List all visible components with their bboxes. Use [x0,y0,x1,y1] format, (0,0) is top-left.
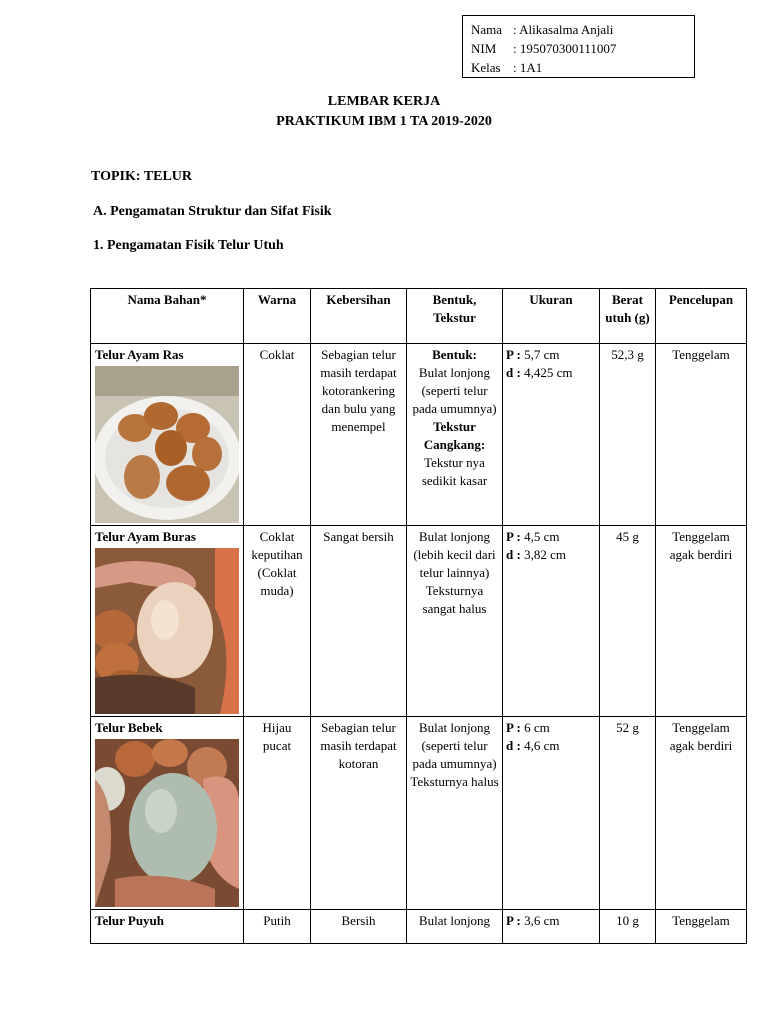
size-p-value: 6 cm [520,720,550,735]
class-label: Kelas [471,60,501,75]
size-p-value: 3,6 cm [520,913,560,928]
table-row [91,717,747,910]
native-chicken-egg-photo [95,548,239,714]
name-value: : Alikasalma Anjali [513,22,614,37]
name-label: Nama [471,22,503,37]
nim-label: NIM [471,41,497,56]
cell-color: Putih [244,910,311,944]
cell-dip: Tenggelam agak berdiri [656,717,747,910]
size-d-label: d : [506,547,521,562]
cell-name [91,344,244,526]
egg-name: Telur Puyuh [95,913,165,928]
section-1-heading: 1. Pengamatan Fisik Telur Utuh [93,238,284,253]
cell-weight: 52 g [600,717,656,910]
size-d-label: d : [506,738,521,753]
cell-color: Coklat [244,344,311,526]
section-a-heading: A. Pengamatan Struktur dan Sifat Fisik [93,204,332,219]
cell-weight: 10 g [600,910,656,944]
size-p-label: P : [506,720,521,735]
header-nama-bahan: Nama Bahan* [91,289,244,344]
header-berat: Berat utuh (g) [600,289,656,344]
cell-dip: Tenggelam [656,344,747,526]
shape-text: Bulat lonjong (seperti telur pada umumnya) [412,365,497,416]
texture-label: Tekstur Cangkang: [423,419,486,452]
table-row [91,344,747,526]
egg-name: Telur Ayam Ras [95,347,184,362]
cell-color: Hijau pucat [244,717,311,910]
egg-name: Telur Ayam Buras [95,529,196,544]
header-kebersihan: Kebersihan [311,289,407,344]
student-info-box [462,15,695,78]
texture-text: Tekstur nya sedikit kasar [421,455,488,488]
cell-size [503,526,600,717]
cell-shape-texture: Bulat lonjong (seperti telur pada umumnya) Teksturnya halus [407,717,503,910]
page-title: LEMBAR KERJA [327,94,441,109]
table-header-row [91,289,747,344]
cell-name [91,717,244,910]
table-row [91,526,747,717]
cell-size [503,910,600,944]
chicken-eggs-plate-photo [95,366,239,523]
cell-weight: 45 g [600,526,656,717]
size-d-value: 3,82 cm [520,547,566,562]
size-p-value: 5,7 cm [520,347,560,362]
size-p-value: 4,5 cm [520,529,560,544]
cell-shape-texture: Bulat lonjong [407,910,503,944]
cell-color: Coklat keputihan (Coklat muda) [244,526,311,717]
page-subtitle: PRAKTIKUM IBM 1 TA 2019-2020 [276,114,492,129]
header-bentuk-tekstur: Bentuk, Tekstur [407,289,503,344]
class-value: : 1A1 [513,60,543,75]
header-pencelupan: Pencelupan [656,289,747,344]
size-p-label: P : [506,529,521,544]
topic-heading: TOPIK: TELUR [91,169,193,184]
cell-size [503,717,600,910]
cell-dip: Tenggelam [656,910,747,944]
cell-shape-texture [407,344,503,526]
cell-name [91,910,244,944]
cell-cleanliness: Sebagian telur masih terdapat kotoran [311,717,407,910]
header-ukuran: Ukuran [503,289,600,344]
size-p-label: P : [506,913,521,928]
size-d-label: d : [506,365,521,380]
nim-row [471,39,694,58]
header-warna: Warna [244,289,311,344]
observation-table [90,288,747,944]
cell-weight: 52,3 g [600,344,656,526]
cell-cleanliness: Bersih [311,910,407,944]
cell-dip: Tenggelam agak berdiri [656,526,747,717]
shape-label: Bentuk: [432,347,477,362]
size-d-value: 4,425 cm [520,365,573,380]
name-row [471,20,694,39]
cell-cleanliness: Sangat bersih [311,526,407,717]
size-p-label: P : [506,347,521,362]
cell-name [91,526,244,717]
egg-name: Telur Bebek [95,720,163,735]
cell-cleanliness: Sebagian telur masih terdapat kotorankering dan bulu yang menempel [311,344,407,526]
table-row [91,910,747,944]
nim-value: : 195070300111007 [513,41,617,56]
duck-egg-photo [95,739,239,907]
size-d-value: 4,6 cm [520,738,560,753]
cell-shape-texture: Bulat lonjong (lebih kecil dari telur lainnya) Teksturnya sangat halus [407,526,503,717]
cell-size [503,344,600,526]
class-row [471,58,694,77]
